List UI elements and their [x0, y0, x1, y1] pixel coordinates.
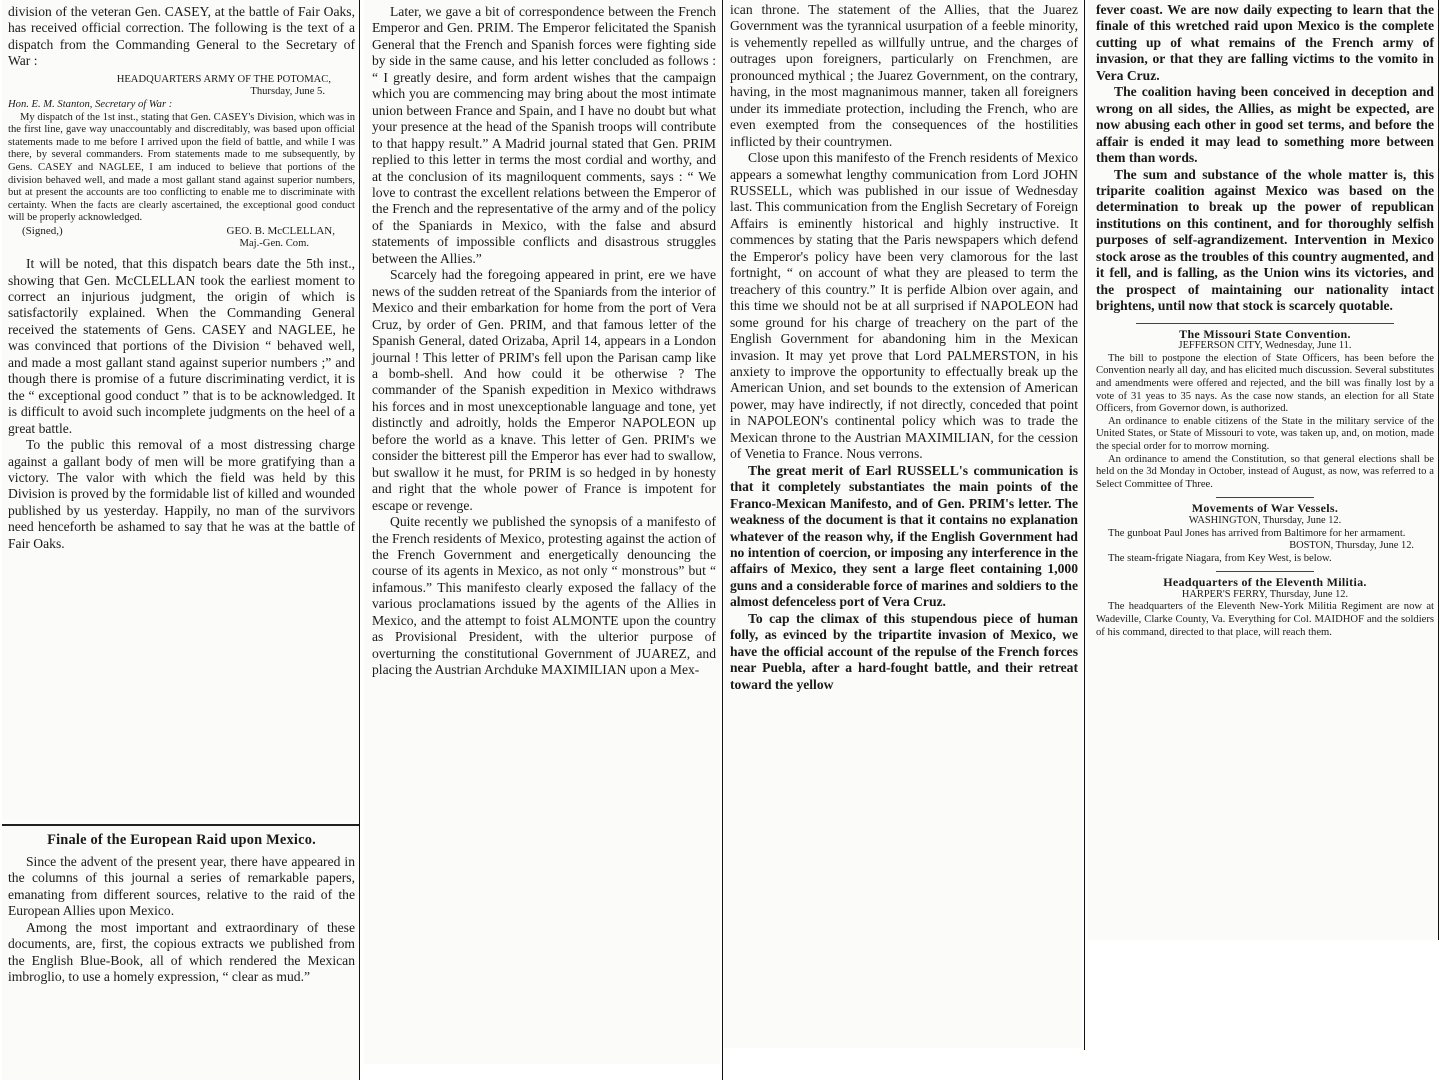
column-3: [724, 0, 1082, 1048]
paragraph: Among the most important and extraordinary of these documents, are, first, the copious extracts we published from the English Blue-Book, all of which rendered the Mexican imbroglio, to use a homely expression, “ clear as mud.”: [8, 919, 355, 985]
signature-rank: Maj.-Gen. Com.: [239, 237, 309, 249]
column-3-body: [730, 2, 1078, 693]
war-vessels-item: [1096, 502, 1434, 565]
paragraph: The coalition having been conceived in deception and wrong on all sides, the Allies, as might be expected, are now abusing each other in good set terms, and before the affair is ended it may lead to something more between them than words.: [1096, 84, 1434, 166]
item-heading: Headquarters of the Eleventh Militia.: [1163, 575, 1367, 590]
dispatch-salutation: Hon. E. M. Stanton, Secretary of War :: [8, 99, 173, 110]
paragraph: division of the veteran Gen. CASEY, at the battle of Fair Oaks, has received official correction. The following is the text of a dispatch from the Commanding General to the Secretary of War :: [8, 4, 355, 69]
finale-article-body: [8, 854, 355, 986]
item-dateline: WASHINGTON, Thursday, June 12.: [1188, 514, 1342, 526]
clipping-edge: [359, 0, 360, 1080]
paragraph: Close upon this manifesto of the French residents of Mexico appears a somewhat lengthy communication from Lord JOHN RUSSELL, which was published in our issue of Wednesday last. This communication from the English Secretary of Foreign Affairs is eminently historical and highly instructive. It commences by stating that the Paris newspapers which defend the Emperor's policy have been very clamorous for the last fortnight, “ on account of what they are pleased to term the treachery of this country.” It is perfide Albion over again, and this time we should not be at all surprised if NAPOLEON had some ground for his charge of treachery on the part of the English Government for abandoning him in the Mexican invasion. It may yet prove that Lord PALMERSTON, in his anxiety to improve the opportunity to effectually break up the American Union, and set bounds to the extension of American power, may have indirectly, if not directly, conceded that point in NAPOLEON's continental policy which was to trade the Mexican throne to the Austrian MAXIMILIAN, for the cession of Venetia to France. Nous verrons.: [730, 150, 1078, 462]
column-1: [2, 0, 359, 820]
dispatch-date: Thursday, June 5.: [250, 86, 325, 98]
casey-correction-intro: [8, 4, 355, 70]
item-text: The bill to postpone the election of State Officers, has been before the Convention nearly all day, and has elicited much discussion. Several substitutes and amendments were offered and rejected, and the bill was finally lost by a vote of 31 yeas to 35 nays. As the case now stands, an election for all State Officers, from Governor down, is authorized.: [1096, 352, 1434, 415]
paragraph: Since the advent of the present year, there have appeared in the columns of this journal a series of remarkable papers, emanating from different sources, relative to the raid of the European Allies upon Mexico.: [8, 854, 355, 919]
clipping-edge: [1084, 0, 1085, 1050]
paragraph: The great merit of Earl RUSSELL's communication is that it completely substantiates the main points of the Franco-Mexican Manifesto, and of Gen. PRIM's letter. The weakness of the document is that it contains no explanation whatever of the reason why, if the English Government had no intention of coercion, or imposing any interference in the affairs of Mexico, they sent a large fleet containing 1,000 guns and a considerable force of marines and soldiers to the almost defenceless port of Vera Cruz.: [730, 462, 1078, 610]
item-text: An ordinance to enable citizens of the State in the military service of the United States, or State of Missouri to vote, was taken up, and, on motion, made the special order for to morrow morning.: [1096, 415, 1434, 452]
signed-label: (Signed,): [22, 224, 63, 237]
column-2-body: [372, 4, 716, 679]
item-dateline: BOSTON, Thursday, June 12.: [1289, 540, 1414, 552]
paragraph: It will be noted, that this dispatch bears date the 5th inst., showing that Gen. McCLELLAN took the earliest moment to correct an injurious judgment, the origin of which is satisfactorily explained. When the Commanding General received the statements of Gens. CASEY and NAGLEE, he was convinced that portions of the Division “ behaved well, and made a most gallant stand against superior numbers ;” and though there is promise of a future discriminating verdict, it is the “ exceptional good conduct ” that is to be acknowledged. It is difficult to avoid such incomplete judgments on the heel of a great battle.: [8, 256, 355, 436]
paragraph: Scarcely had the foregoing appeared in print, ere we have news of the sudden retreat of the Spaniards from the interior of Mexico and their embarkation for home from the port of Vera Cruz, by order of Gen. PRIM, and that famous letter of the Spanish General, dated Orizaba, April 14, appears in a London journal ! This letter of PRIM's fell upon the Parisan camp like a bomb-shell. And how could it be otherwise ? The commander of the Spanish expedition in Mexico withdraws his forces and in most unexceptionable language and tone, yet distinctly and adroitly, holds the Emperor NAPOLEON up before the world as a knave. This letter of Gen. PRIM's we consider the bitterest pill the Emperor has ever had to swallow, but swallow it he must, for PRIM is so hedged in by honesty and right that the whole power of France is impotent for escape or revenge.: [372, 267, 716, 513]
casey-article-body: [8, 256, 355, 552]
clipping-edge: [1438, 0, 1439, 940]
eleventh-militia-item: [1096, 576, 1434, 639]
dispatch-block: [8, 74, 355, 250]
signature-line: [8, 225, 355, 238]
finale-article: [2, 824, 359, 1080]
divider: [1136, 323, 1394, 324]
item-text: The gunboat Paul Jones has arrived from Baltimore for her armament.: [1108, 527, 1406, 539]
item-dateline: HARPER'S FERRY, Thursday, June 12.: [1181, 588, 1349, 600]
signature-name: GEO. B. McCLELLAN,: [226, 224, 335, 237]
item-text: The headquarters of the Eleventh New-York Militia Regiment are now at Wadeville, Clarke County, Va. Everything for Col. MAIDHOF and the soldiers of his command, directed to that place, will reach them.: [1096, 601, 1434, 638]
item-dateline: JEFFERSON CITY, Wednesday, June 11.: [1178, 340, 1352, 352]
paragraph: Later, we gave a bit of correspondence between the French Emperor and Gen. PRIM. The Emperor felicitated the Spanish General that the French and Spanish forces were fighting side by side in the same cause, and his letter concluded as follows : “ I greatly desire, and form ardent wishes that the campaign which you are commencing may bring about the most intimate union between France and Spain, and I have no doubt but what your presence at the head of the Spanish troops will contribute to that happy result.” A Madrid journal stated that Gen. PRIM replied to this letter in terms the most cordial and worthy, and at the conclusion of its magniloquent comments, says : “ We love to contrast the excellent relations between the Emperor of the French and the representative of the army and of the policy of the Spaniards in Mexico, with the false and absurd statements of impossible conflicts and disastrous struggles between the Allies.”: [372, 4, 716, 266]
item-text: The steam-frigate Niagara, from Key West, is below.: [1108, 552, 1332, 564]
divider: [1216, 497, 1314, 498]
paragraph: Quite recently we published the synopsis of a manifesto of the French residents of Mexico, protesting against the action of the French Government and energetically denouncing the course of its agents in Mexico, as not only “ monstrous” but “ infamous.” This manifesto clearly exposed the fallacy of the various proclamations issued by the agents of the Allies in Mexico, and the attempt to foist ALMONTE upon the country as Provisional President, with the ulterior purpose of overturning the constitutional Government of JUAREZ, and placing the Austrian Archduke MAXIMILIAN upon a Mex-: [372, 514, 716, 678]
paragraph: fever coast. We are now daily expecting to learn that the finale of this wretched raid upon Mexico is the complete cutting up of what remains of the French army of invasion, or that they are falling victims to the vomito in Vera Cruz.: [1096, 2, 1434, 83]
item-heading: Movements of War Vessels.: [1191, 501, 1339, 516]
paragraph: The sum and substance of the whole matter is, this triparite coalition against Mexico was based on the determination to break up the power of republican institutions on this continent, and for thoroughly selfish purposes of self-agrandizement. Intervention in Mexico stock arose as the troubles of this country augmented, and it fell, and is falling, as the Union wins its victories, and the prospect of maintaining our nationality intact brightens, until now that stock is scarcely quotable.: [1096, 166, 1434, 314]
dispatch-text: My dispatch of the 1st inst., stating that Gen. CASEY's Division, which was in the first line, gave way unaccountably and discreditably, was based upon official statements made to me before I arrived upon the field of battle, and while I was there, by several commanders. From statements made to me subsequently, by Gens. CASEY and NAGLEE, I am induced to believe that portions of the division behaved well, and made a most gallant stand against superior numbers, but at present the accounts are too conflicting to enable me to discriminate with certainty. When the facts are clearly ascertained, the exceptional good conduct will be properly acknowledged.: [8, 111, 355, 224]
column-4-body: [1096, 2, 1434, 315]
clipping-edge: [722, 0, 723, 1080]
divider: [1216, 571, 1314, 572]
column-4: [1088, 0, 1438, 940]
item-text: An ordinance to amend the Constitution, so that general elections shall be held on the 3d Monday in October, instead of August, as now, was referred to a Select Committee of Three.: [1096, 453, 1434, 490]
paragraph: To the public this removal of a most distressing charge against a gallant body of men will be more gratifying than a victory. The valor with which the field was held by this Division is proved by the formidable list of killed and wounded published by us yesterday. Happily, no man of the survivors need henceforth be ashamed to say that he was at the battle of Fair Oaks.: [8, 437, 355, 551]
paragraph: ican throne. The statement of the Allies, that the Juarez Government was the tyrannical usurpation of a feeble minority, is vehemently repelled as willfully untrue, and the charges of outrages upon foreigners, particularly on Frenchmen, are pronounced mythical ; the Juarez Government, on the contrary, having, in the most magnanimous manner, taken all foreigners under its immediate protection, including the French, who are even exempted from the consequences of the hostilities inflicted by their countrymen.: [730, 2, 1078, 149]
dispatch-dateline: HEADQUARTERS ARMY OF THE POTOMAC,: [116, 73, 331, 85]
missouri-convention-item: [1096, 328, 1434, 492]
column-2: [364, 0, 720, 1064]
item-heading: The Missouri State Convention.: [1179, 326, 1351, 341]
article-title: Finale of the European Raid upon Mexico.: [47, 832, 316, 848]
paragraph: To cap the climax of this stupendous piece of human folly, as evinced by the tripartite invasion of Mexico, we have the official account of the repulse of the French forces near Puebla, after a hard-fought battle, and their retreat toward the yellow: [730, 610, 1078, 692]
